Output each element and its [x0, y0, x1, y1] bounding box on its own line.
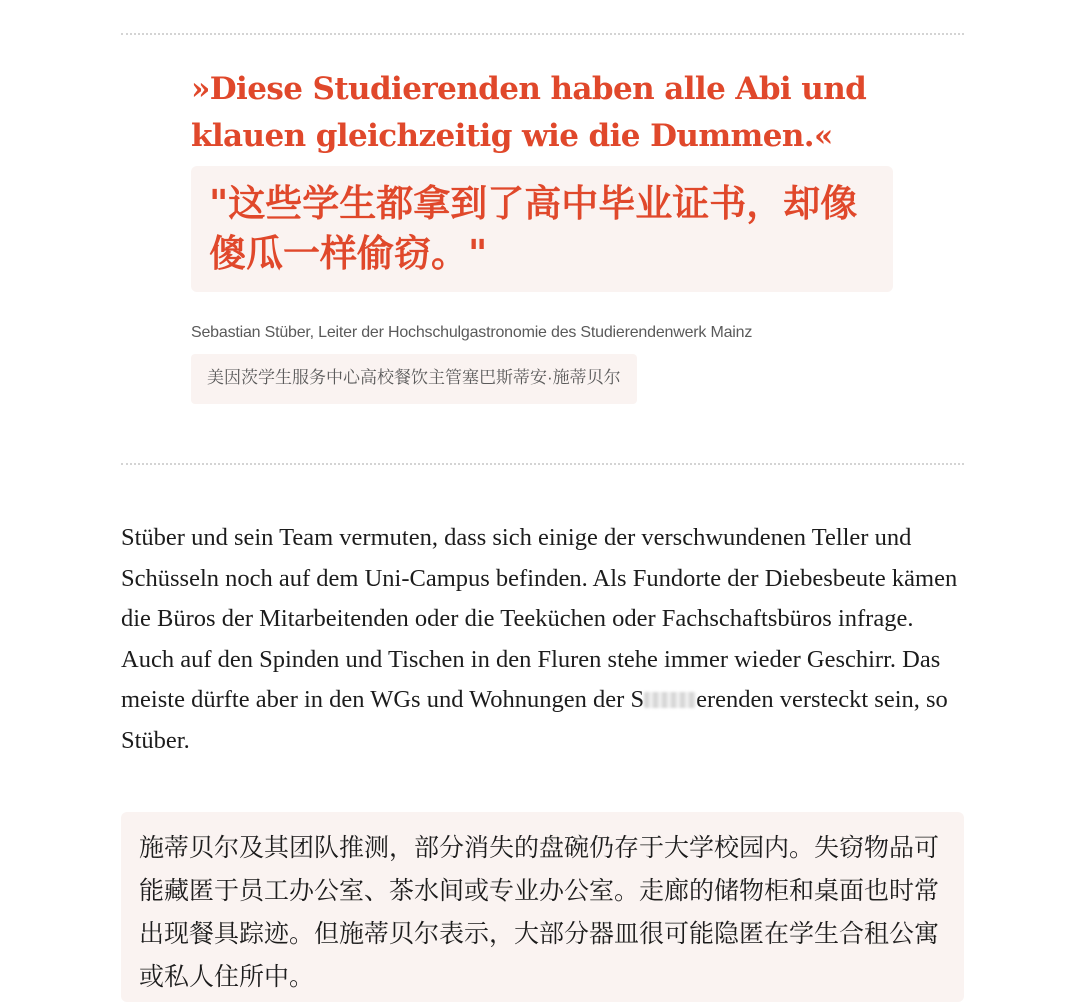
quote-attribution-chinese: 美因茨学生服务中心高校餐饮主管塞巴斯蒂安·施蒂贝尔 — [207, 368, 621, 387]
attribution-translation-box — [191, 354, 637, 404]
paragraph-text-after-redaction: erenden versteckt sein, so Stüber. — [121, 686, 948, 754]
article-paragraph-chinese: 施蒂贝尔及其团队推测，部分消失的盘碗仍存于大学校园内。失窃物品可能藏匿于员工办公室、茶水间或专业办公室。走廊的储物柜和桌面也时常出现餐具踪迹。但施蒂贝尔表示，大部分器皿很可能隐匿在学生合租公寓或私人住所中。 — [139, 833, 940, 991]
pull-quote — [191, 66, 893, 404]
blurred-text-redaction — [644, 692, 696, 708]
quote-chinese: "这些学生都拿到了高中毕业证书，却像傻瓜一样偷窃。" — [209, 181, 858, 275]
quote-translation-box — [191, 166, 893, 292]
quote-german: »Diese Studierenden haben alle Abi und klauen gleichzeitig wie die Dummen.« — [191, 71, 867, 154]
bottom-divider — [121, 463, 964, 465]
top-divider — [121, 33, 964, 35]
quote-attribution-german: Sebastian Stüber, Leiter der Hochschulgastronomie des Studierendenwerk Mainz — [191, 324, 753, 341]
paragraph-text-before-redaction: Stüber und sein Team vermuten, dass sich einige der verschwundenen Teller und Schüsseln noch auf dem Uni-Campus befinden. Als Fundorte der Diebesbeute kämen die Büros der Mitarbeitenden oder die Teeküchen oder Fachschaftsbüros infrage. Auch auf den Spinden und Tischen in den Fluren stehe immer wieder Geschirr. Das meiste dürfte aber in den WGs und Wohnungen der S — [121, 524, 958, 713]
article-paragraph-german — [121, 518, 964, 761]
paragraph-translation-box — [121, 812, 964, 1002]
